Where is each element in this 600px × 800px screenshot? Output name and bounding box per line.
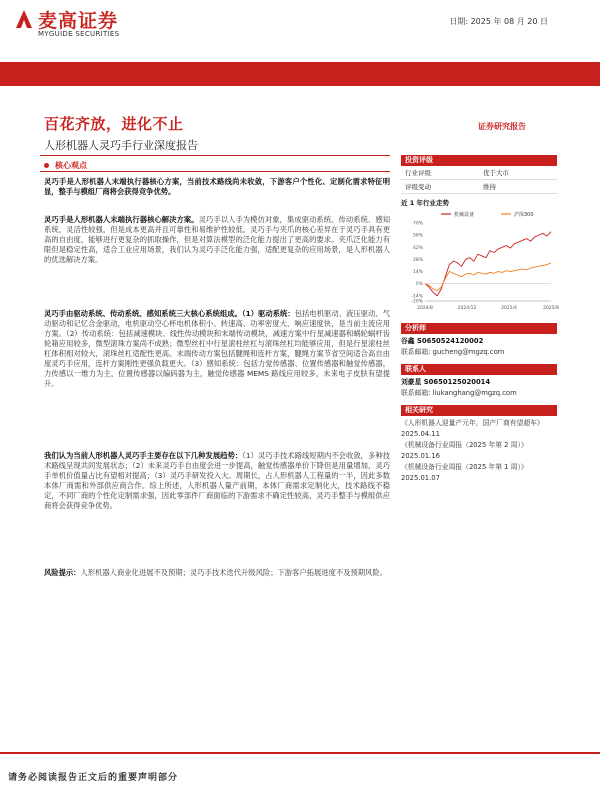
analyst-header: 分析师 bbox=[401, 323, 557, 334]
chart-title: 近 1 年行业走势 bbox=[401, 199, 450, 207]
paragraph-definition bbox=[44, 215, 390, 265]
paragraph-text: 包括电机驱动、液压驱动、气动驱动和记忆合金驱动，电机驱动空心杯电机体积小、转速高、功率密度大、响应速度快，是当前主流应用方案。（2）传动系统：包括减速模块、线性传动模块和末端传动模块，减速方案中行星减速器和蜗轮蜗杆齿轮箱应用较多，微型滚珠方案尚不成熟；微型丝杠中行星滚柱丝杠与滚珠丝杠均能够应用，但是行星滚柱丝杠体积相对较大，滚珠丝杠适配性更高。末端传动方案包括腱绳和连杆方案，腱绳方案节省空间适合高自由度灵巧手应用，连杆方案刚性更强负载更大。（3）感知系统：包括力觉传感器、位置传感器和触觉传感器，力传感以一维力为主，位置传感器以编码器为主，触觉传感器 MEMS 路线应用较多，未来电子皮肤有望提升。 bbox=[44, 309, 390, 388]
sidebar bbox=[401, 155, 557, 319]
paragraph-risk bbox=[44, 568, 390, 578]
legend-label: 机械设备 bbox=[454, 212, 475, 218]
divider bbox=[40, 171, 390, 172]
y-tick-label: 42% bbox=[412, 245, 423, 251]
paragraph-systems bbox=[44, 309, 390, 389]
y-tick-label: -20% bbox=[411, 299, 423, 305]
report-date: 日期: 2025 年 08 月 20 日 bbox=[449, 17, 548, 26]
industry-trend-chart bbox=[401, 209, 557, 317]
y-tick-label: 28% bbox=[412, 257, 423, 263]
x-tick-label: 2024/8 bbox=[417, 306, 433, 311]
y-tick-label: -14% bbox=[411, 294, 423, 300]
divider bbox=[40, 155, 390, 156]
contact-name bbox=[401, 377, 557, 388]
logo-text-cn: 麦高证券 bbox=[38, 10, 119, 32]
highlights-label: 核心观点 bbox=[55, 161, 87, 170]
related-item[interactable]: 《人形机器人迎量产元年，国产厂商有望超车》2025.04.11 bbox=[401, 419, 544, 438]
paragraph-bold: 灵巧手是人形机器人末端执行器核心方案，当前技术路线尚未收敛，下游客户个性化、定制化需求特征明显，整手与模组厂商将会获得竞争优势。 bbox=[44, 177, 390, 196]
series-line bbox=[425, 232, 551, 296]
paragraph-trends bbox=[44, 451, 390, 511]
rating-header: 投资评级 bbox=[401, 155, 557, 166]
paragraph-bold: 灵巧手由驱动系统、传动系统、感知系统三大核心系统组成。（1）驱动系统： bbox=[44, 309, 295, 318]
table-row bbox=[401, 166, 557, 180]
paragraph-text: 人形机器人商业化进展不及预期；灵巧手技术迭代升级风险；下游客户拓展进度不及预期风险。 bbox=[80, 568, 387, 577]
paragraph-text: （1）灵巧手技术路线短期内不会收敛，多种技术路线呈现共同发展状态；（2）未来灵巧手自由度会进一步提高，触觉传感器单价下降但是用量增加，灵巧手单机价值量占比有望相对提高；（3）灵巧手研发投入大、周期长，占人形机器人工程量的一半，因此多数本体厂商需和外部供应商合作。综上所述，人形机器人量产前期，本体厂商需求定制化大，技术路线不稳定，不同厂商的个性化定制需求强，因此零部件厂商面临的下游需求不确定性较高，灵巧手整手与模组供应商将会获得竞争优势。 bbox=[44, 451, 391, 510]
rating-value: 优于大市 bbox=[479, 166, 557, 180]
x-tick-label: 2025/8 bbox=[543, 306, 559, 311]
table-row bbox=[401, 180, 557, 194]
analyst-name bbox=[401, 336, 557, 347]
highlights-heading bbox=[44, 160, 87, 171]
contact-name-text: 刘豪星 S0650125020014 bbox=[401, 378, 491, 386]
report-title: 百花齐放，进化不止 bbox=[44, 115, 184, 133]
analyst-email: 联系邮箱: gucheng@mgzq.com bbox=[401, 348, 505, 356]
rating-label: 行业评级 bbox=[401, 166, 479, 180]
logo-text-en: MYGUIDE SECURITIES bbox=[38, 30, 120, 38]
rating-label: 评级变动 bbox=[401, 180, 479, 194]
paragraph-text: 灵巧手以人手为模仿对象，集成驱动系统、传动系统、感知系统，灵活性较强，但是成本更高并且可靠性和易维护性较低。灵巧手与夹爪的核心差异在于灵巧手具有更高的自由度，能够进行更复杂的抓取操作，但是对算法模型的泛化能力提出了更高的要求。夹爪泛化能力有限但是稳定性高，适合工业应用场景，我们认为灵巧手泛化能力强，适配更复杂的应用场景，是人形机器人的优选解决方案。 bbox=[44, 215, 390, 264]
related-item[interactable]: 《机械设备行业周报（2025 年第 2 周）》2025.01.16 bbox=[401, 441, 528, 460]
analyst-name-text: 谷鑫 S0650524120002 bbox=[401, 337, 484, 345]
paragraph-bold: 风险提示： bbox=[44, 568, 81, 577]
related-header: 相关研究 bbox=[401, 405, 557, 416]
report-type: 证券研究报告 bbox=[478, 122, 526, 131]
paragraph-bold: 灵巧手是人形机器人末端执行器核心解决方案。 bbox=[44, 215, 199, 224]
company-logo bbox=[14, 6, 154, 40]
footer-rule bbox=[0, 752, 600, 754]
sidebar-contacts bbox=[401, 323, 557, 484]
logo-mark-icon bbox=[14, 8, 34, 30]
y-tick-label: 56% bbox=[412, 233, 423, 239]
bullet-icon bbox=[44, 163, 49, 168]
related-item[interactable]: 《机械设备行业周报（2025 年第 1 周）》2025.01.07 bbox=[401, 463, 528, 482]
report-subtitle: 人形机器人灵巧手行业深度报告 bbox=[44, 139, 198, 152]
x-tick-label: 2025/4 bbox=[501, 306, 517, 311]
rating-table bbox=[401, 166, 557, 194]
y-tick-label: 14% bbox=[412, 270, 423, 276]
y-tick-label: 0% bbox=[415, 282, 423, 288]
contact-email: 联系邮箱: liukanghang@mgzq.com bbox=[401, 389, 517, 397]
rating-value: 维持 bbox=[479, 180, 557, 194]
header-band bbox=[0, 62, 600, 86]
y-tick-label: 70% bbox=[412, 221, 423, 227]
paragraph-summary bbox=[44, 177, 390, 197]
paragraph-bold: 我们认为当前人形机器人灵巧手主要存在以下几种发展趋势： bbox=[44, 451, 243, 460]
contact-header: 联系人 bbox=[401, 364, 557, 375]
footer-disclaimer: 请务必阅读报告正文后的重要声明部分 bbox=[8, 773, 179, 783]
legend-label: 沪深300 bbox=[514, 212, 534, 218]
series-line bbox=[425, 263, 551, 291]
x-tick-label: 2024/12 bbox=[457, 306, 477, 311]
